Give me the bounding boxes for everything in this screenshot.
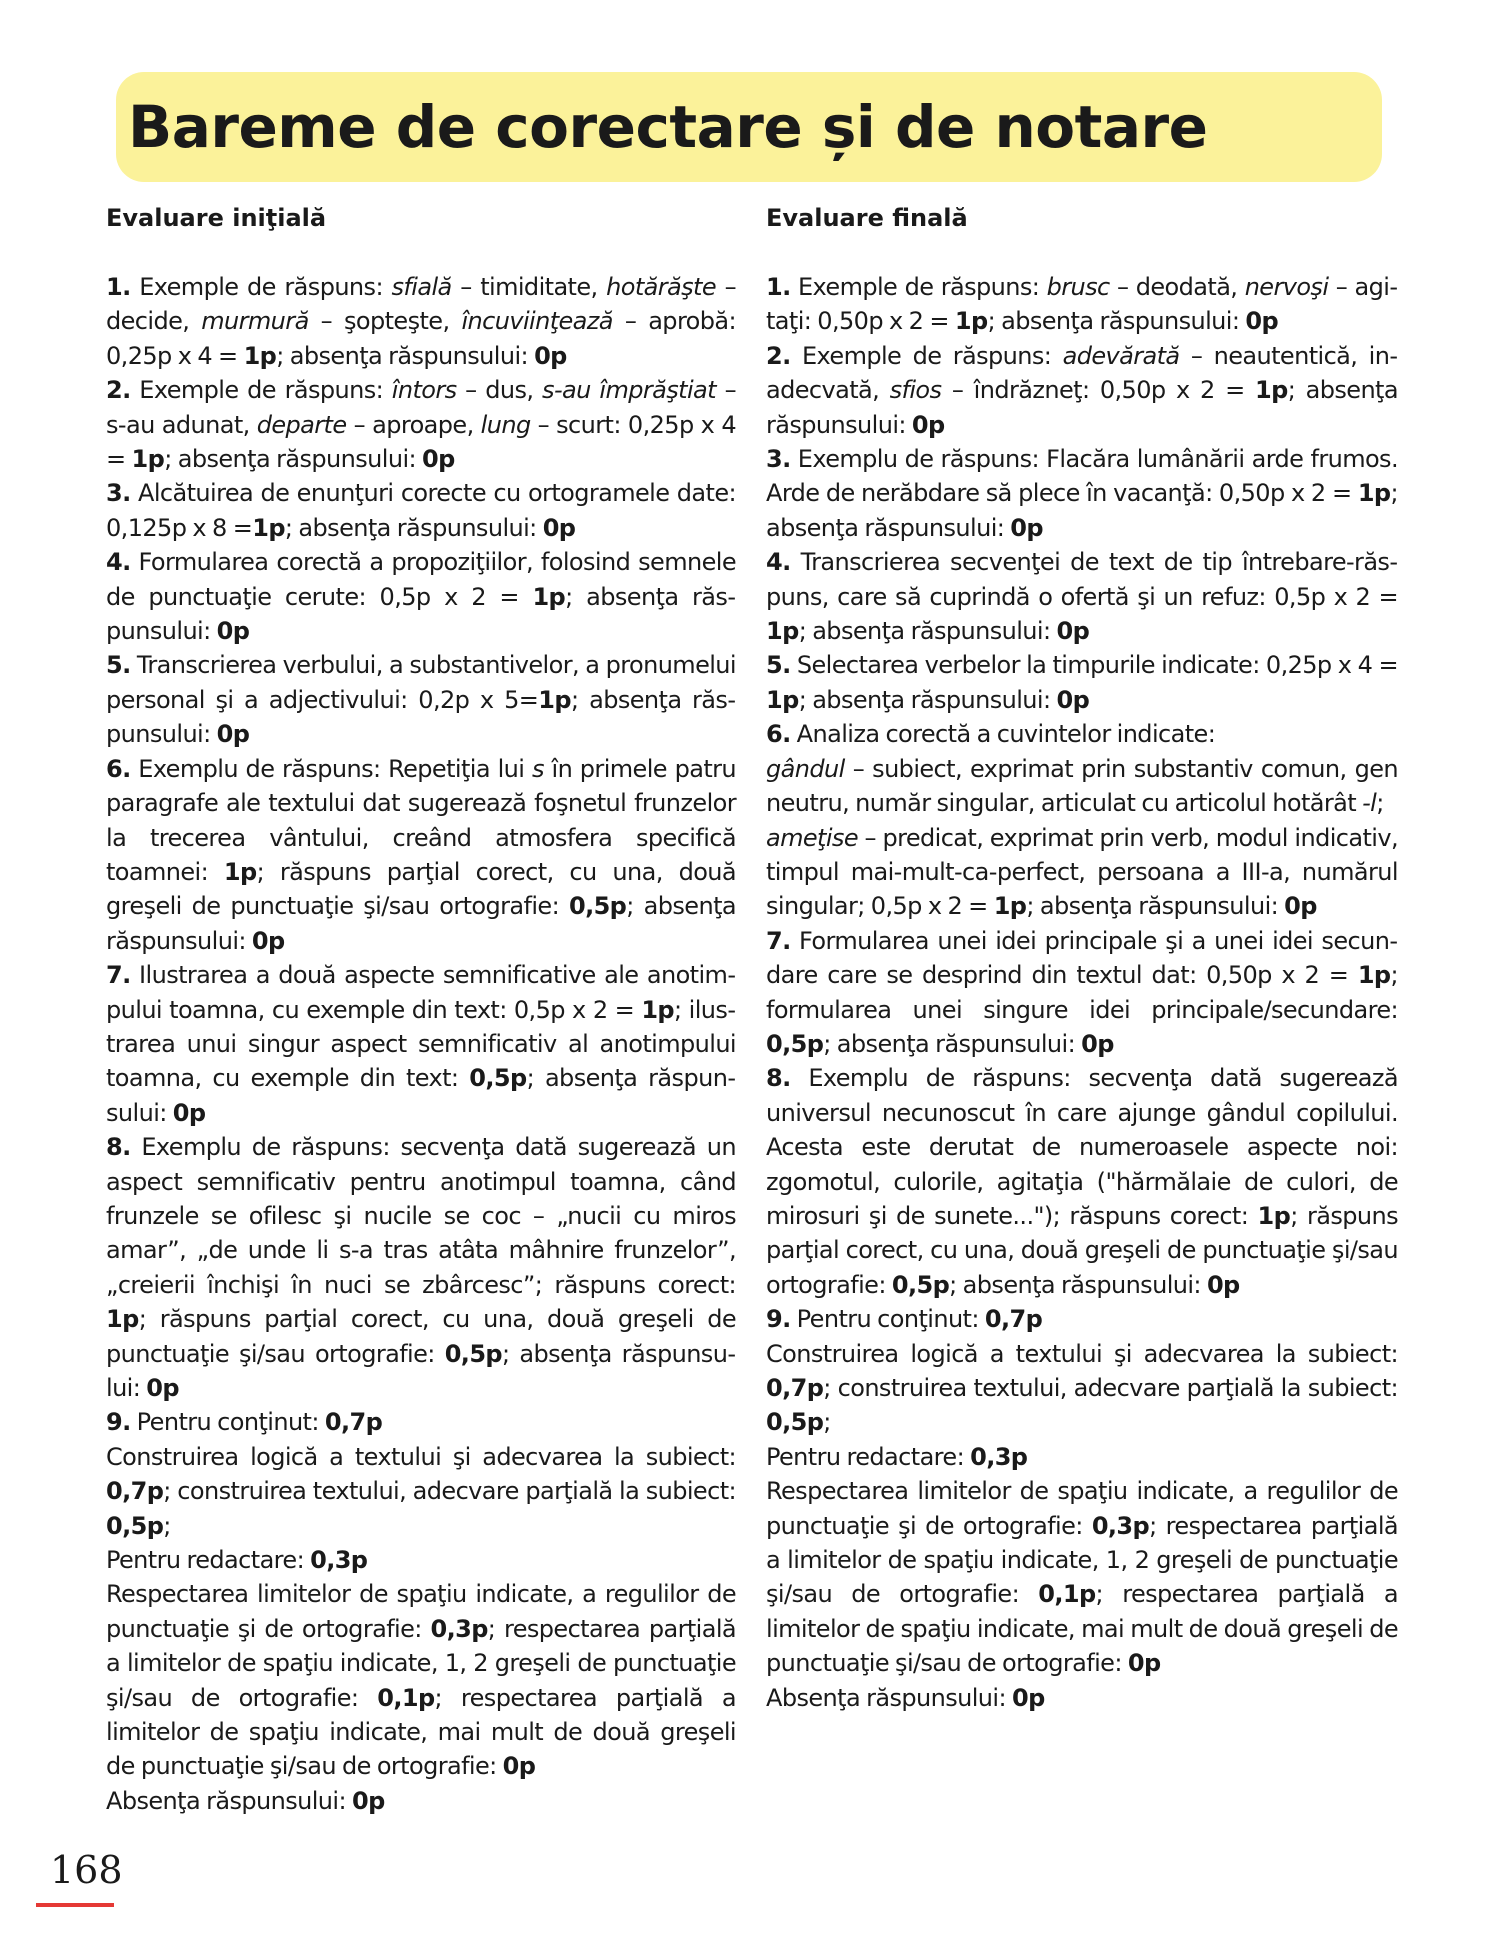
scoring-paragraph: Construirea logică a textului şi adecvarea la subiect: 0,7p; construirea textului, adecvare parţială la subiect: 0,5p; <box>106 1442 736 1540</box>
scoring-paragraph: 3. Alcătuirea de enunţuri corecte cu ortogramele date: 0,125p x 8 =1p; absenţa răspunsului: 0p <box>106 479 736 542</box>
right-column-body <box>766 270 1398 1715</box>
scoring-paragraph: Construirea logică a textului şi adecvarea la subiect: 0,7p; construirea textului, adecvare parţială la subiect: 0,5p; <box>766 1339 1398 1437</box>
scoring-paragraph: 9. Pentru conţinut: 0,7p <box>766 1305 1043 1334</box>
right-column <box>766 200 1398 1715</box>
scoring-paragraph: Absenţa răspunsului: 0p <box>766 1683 1045 1712</box>
right-column-heading: Evaluare finală <box>766 204 968 232</box>
scoring-paragraph: gândul – subiect, exprimat prin substantiv comun, gen neutru, număr singular, articulat cu articolul hotărât -l; <box>766 754 1398 818</box>
scoring-paragraph: ameţise – predicat, exprimat prin verb, modul indicativ, timpul mai-mult-ca-perfect, persoana a III-a, numărul singular; 0,5p x 2 = 1p; absenţa răspunsului: 0p <box>766 823 1398 921</box>
scoring-paragraph: 4. Formularea corectă a propoziţiilor, folosind semnele de punctuaţie cerute: 0,5p x 2 = 1p; absenţa răspunsului: 0p <box>106 548 736 646</box>
scoring-paragraph: 5. Selectarea verbelor la timpurile indicate: 0,25p x 4 = 1p; absenţa răspunsului: 0p <box>766 651 1398 714</box>
scoring-paragraph: 4. Transcrierea secvenţei de text de tip întrebare-răspuns, care să cuprindă o ofertă şi un refuz: 0,5p x 2 = 1p; absenţa răspunsului: 0p <box>766 548 1398 646</box>
left-column-body <box>106 270 736 1818</box>
scoring-paragraph: 7. Ilustrarea a două aspecte semnificative ale anotimpului toamna, cu exemple din text: 0,5p x 2 = 1p; ilustrarea unui singur aspect semnificativ al anotimpului toamna, cu exemple din text: 0,5p; absenţa răspunsului: 0p <box>106 961 736 1127</box>
scoring-paragraph: Respectarea limitelor de spaţiu indicate, a regulilor de punctuaţie şi de ortografie: 0,3p; respectarea parţială a limitelor de spaţiu indicate, 1, 2 greşeli de punctuaţie şi/sau de ortografie: 0,1p; respectarea parţială a limitelor de spaţiu indicate, mai mult de două greşeli de punctuaţie şi/sau de ortografie: 0p <box>106 1580 736 1781</box>
scoring-paragraph: 7. Formularea unei idei principale şi a unei idei secundare care se desprind din textul dat: 0,50p x 2 = 1p; formularea unei singure idei principale/secundare: 0,5p; absenţa răspunsului: 0p <box>766 926 1398 1058</box>
scoring-paragraph: 5. Transcrierea verbului, a substantivelor, a pronumelui personal şi a adjectivului: 0,2p x 5=1p; absenţa răspunsului: 0p <box>106 651 736 749</box>
scoring-paragraph: 6. Exemplu de răspuns: Repetiţia lui s în primele patru paragrafe ale textului dat sugerează foşnetul frunzelor la trecerea vântului, creând atmosfera specifică toamnei: 1p; răspuns parţial corect, cu una, două greşeli de punctuaţie şi/sau ortografie: 0,5p; absenţa răspunsului: 0p <box>106 754 737 955</box>
title-banner <box>116 72 1382 182</box>
page-number: 168 <box>50 1848 123 1892</box>
left-column <box>106 200 736 1818</box>
scoring-paragraph: Pentru redactare: 0,3p <box>106 1546 368 1575</box>
scoring-paragraph: 1. Exemple de răspuns: brusc – deodată, nervoşi – agitaţi: 0,50p x 2 = 1p; absenţa răspunsului: 0p <box>766 273 1398 336</box>
scoring-paragraph: 1. Exemple de răspuns: sfială – timiditate, hotărăşte – decide, murmură – şopteşte, încuviinţează – aprobă: 0,25p x 4 = 1p; absenţa răspunsului: 0p <box>106 273 736 370</box>
scoring-paragraph: 8. Exemplu de răspuns: secvenţa dată sugerează universul necunoscut în care ajunge gândul copilului. Acesta este derutat de numeroasele aspecte noi: zgomotul, culorile, agitaţia ("hărmălaie de culori, de mirosuri şi de sunete..."); răspuns corect: 1p; răspuns parţial corect, cu una, două greşeli de punctuaţie şi/sau ortografie: 0,5p; absenţa răspunsului: 0p <box>766 1064 1398 1299</box>
scoring-paragraph: 3. Exemplu de răspuns: Flacăra lumânării arde frumos. Arde de nerăbdare să plece în vacanţă: 0,50p x 2 = 1p; absenţa răspunsului: 0p <box>766 445 1398 542</box>
scoring-paragraph: 6. Analiza corectă a cuvintelor indicate: <box>766 720 1216 749</box>
scoring-paragraph: 2. Exemple de răspuns: adevărată – neautentică, inadecvată, sfios – îndrăzneţ: 0,50p x 2 = 1p; absenţa răspunsului: 0p <box>766 341 1399 439</box>
scoring-paragraph: 9. Pentru conţinut: 0,7p <box>106 1408 383 1437</box>
scoring-paragraph: 8. Exemplu de răspuns: secvenţa dată sugerează un aspect semnificativ pentru anotimpul toamna, când frunzele se ofilesc şi nucile se coc – „nucii cu miros amar”, „de unde li s-a tras atâta mâhnire frunzelor”, „creierii închişi în nuci se zbârcesc”; răspuns corect: 1p; răspuns parţial corect, cu una, două greşeli de punctuaţie şi/sau ortografie: 0,5p; absenţa răspunsului: 0p <box>106 1133 736 1402</box>
left-column-heading: Evaluare iniţială <box>106 204 327 232</box>
scoring-paragraph: Absenţa răspunsului: 0p <box>106 1786 385 1815</box>
scoring-paragraph: Pentru redactare: 0,3p <box>766 1442 1028 1471</box>
scoring-paragraph: 2. Exemple de răspuns: întors – dus, s-au împrăştiat – s-au adunat, departe – aproape, lung – scurt: 0,25p x 4 = 1p; absenţa răspunsului: 0p <box>106 376 736 474</box>
footer-accent-line <box>36 1903 114 1907</box>
scoring-paragraph: Respectarea limitelor de spaţiu indicate, a regulilor de punctuaţie şi de ortografie: 0,3p; respectarea parţială a limitelor de spaţiu indicate, 1, 2 greşeli de punctuaţie şi/sau de ortografie: 0,1p; respectarea parţială a limitelor de spaţiu indicate, mai mult de două greşeli de punctuaţie şi/sau de ortografie: 0p <box>766 1477 1398 1678</box>
page-title: Bareme de corectare și de notare <box>128 93 1208 161</box>
